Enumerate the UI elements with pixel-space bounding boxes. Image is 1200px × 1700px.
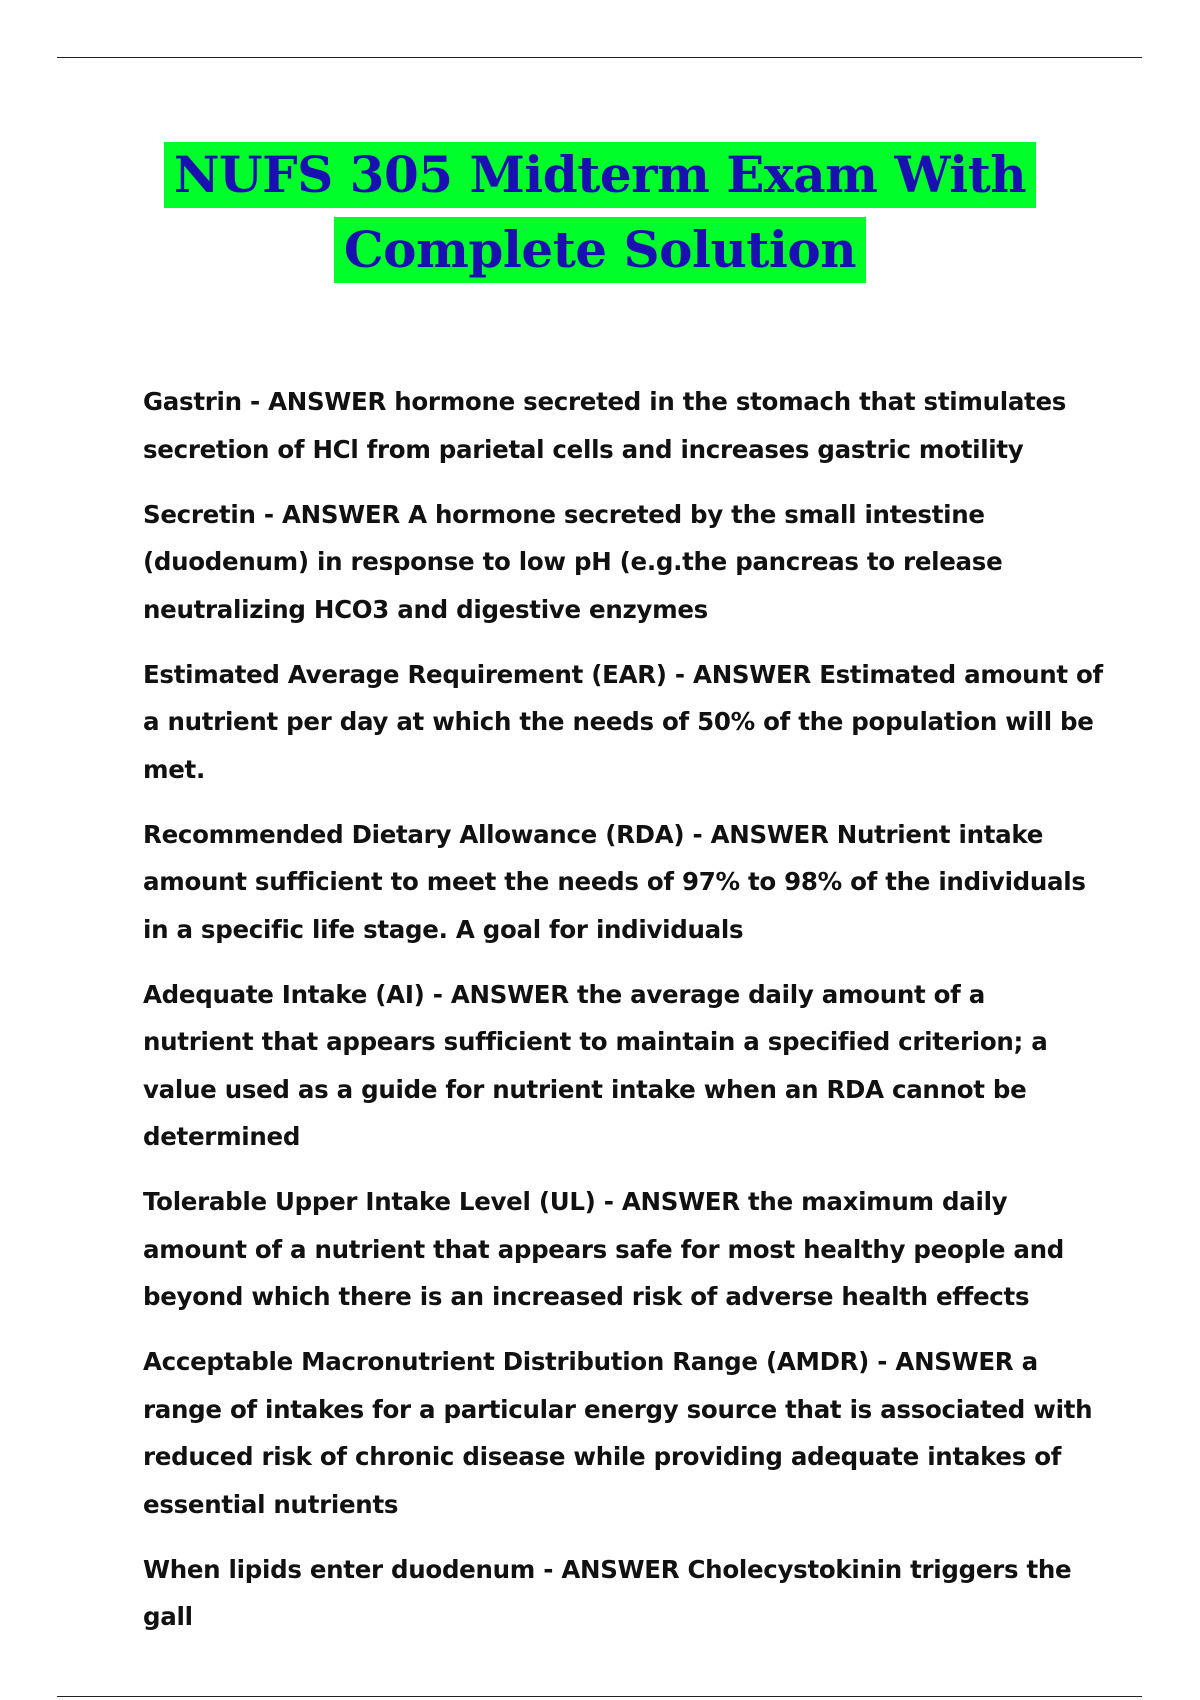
qa-entry-lipids-duodenum: When lipids enter duodenum - ANSWER Cholecystokinin triggers the gall [143, 1554, 1072, 1631]
qa-entry-amdr: Acceptable Macronutrient Distribution Range (AMDR) - ANSWER a range of intakes for a particular energy source that is associated with reduced risk of chronic disease while providing adequate intakes of essential nutrients [143, 1347, 1093, 1519]
qa-entry-ai: Adequate Intake (AI) - ANSWER the average daily amount of a nutrient that appears sufficient to maintain a specified criterion; a value used as a guide for nutrient intake when an RDA cannot be determined [143, 979, 1048, 1151]
qa-entry-ear: Estimated Average Requirement (EAR) - ANSWER Estimated amount of a nutrient per day at which the needs of 50% of the population will be met. [143, 659, 1103, 784]
qa-entry-rda: Recommended Dietary Allowance (RDA) - ANSWER Nutrient intake amount sufficient to meet the needs of 97% to 98% of the individuals in a specific life stage. A goal for individuals [143, 819, 1086, 944]
bottom-rule [57, 1696, 1142, 1697]
qa-entry-secretin: Secretin - ANSWER A hormone secreted by the small intestine (duodenum) in response to low pH (e.g.the pancreas to release neutralizing HCO3 and digestive enzymes [143, 499, 1003, 624]
qa-list [143, 378, 1103, 1658]
qa-entry-gastrin: Gastrin - ANSWER hormone secreted in the stomach that stimulates secretion of HCl from parietal cells and increases gastric motility [143, 387, 1067, 464]
top-rule [57, 57, 1142, 58]
document-title [0, 142, 1200, 292]
title-line-1: NUFS 305 Midterm Exam With [164, 142, 1036, 208]
qa-entry-ul: Tolerable Upper Intake Level (UL) - ANSWER the maximum daily amount of a nutrient that appears safe for most healthy people and beyond which there is an increased risk of adverse health effects [143, 1187, 1064, 1311]
title-line-2: Complete Solution [334, 217, 866, 283]
